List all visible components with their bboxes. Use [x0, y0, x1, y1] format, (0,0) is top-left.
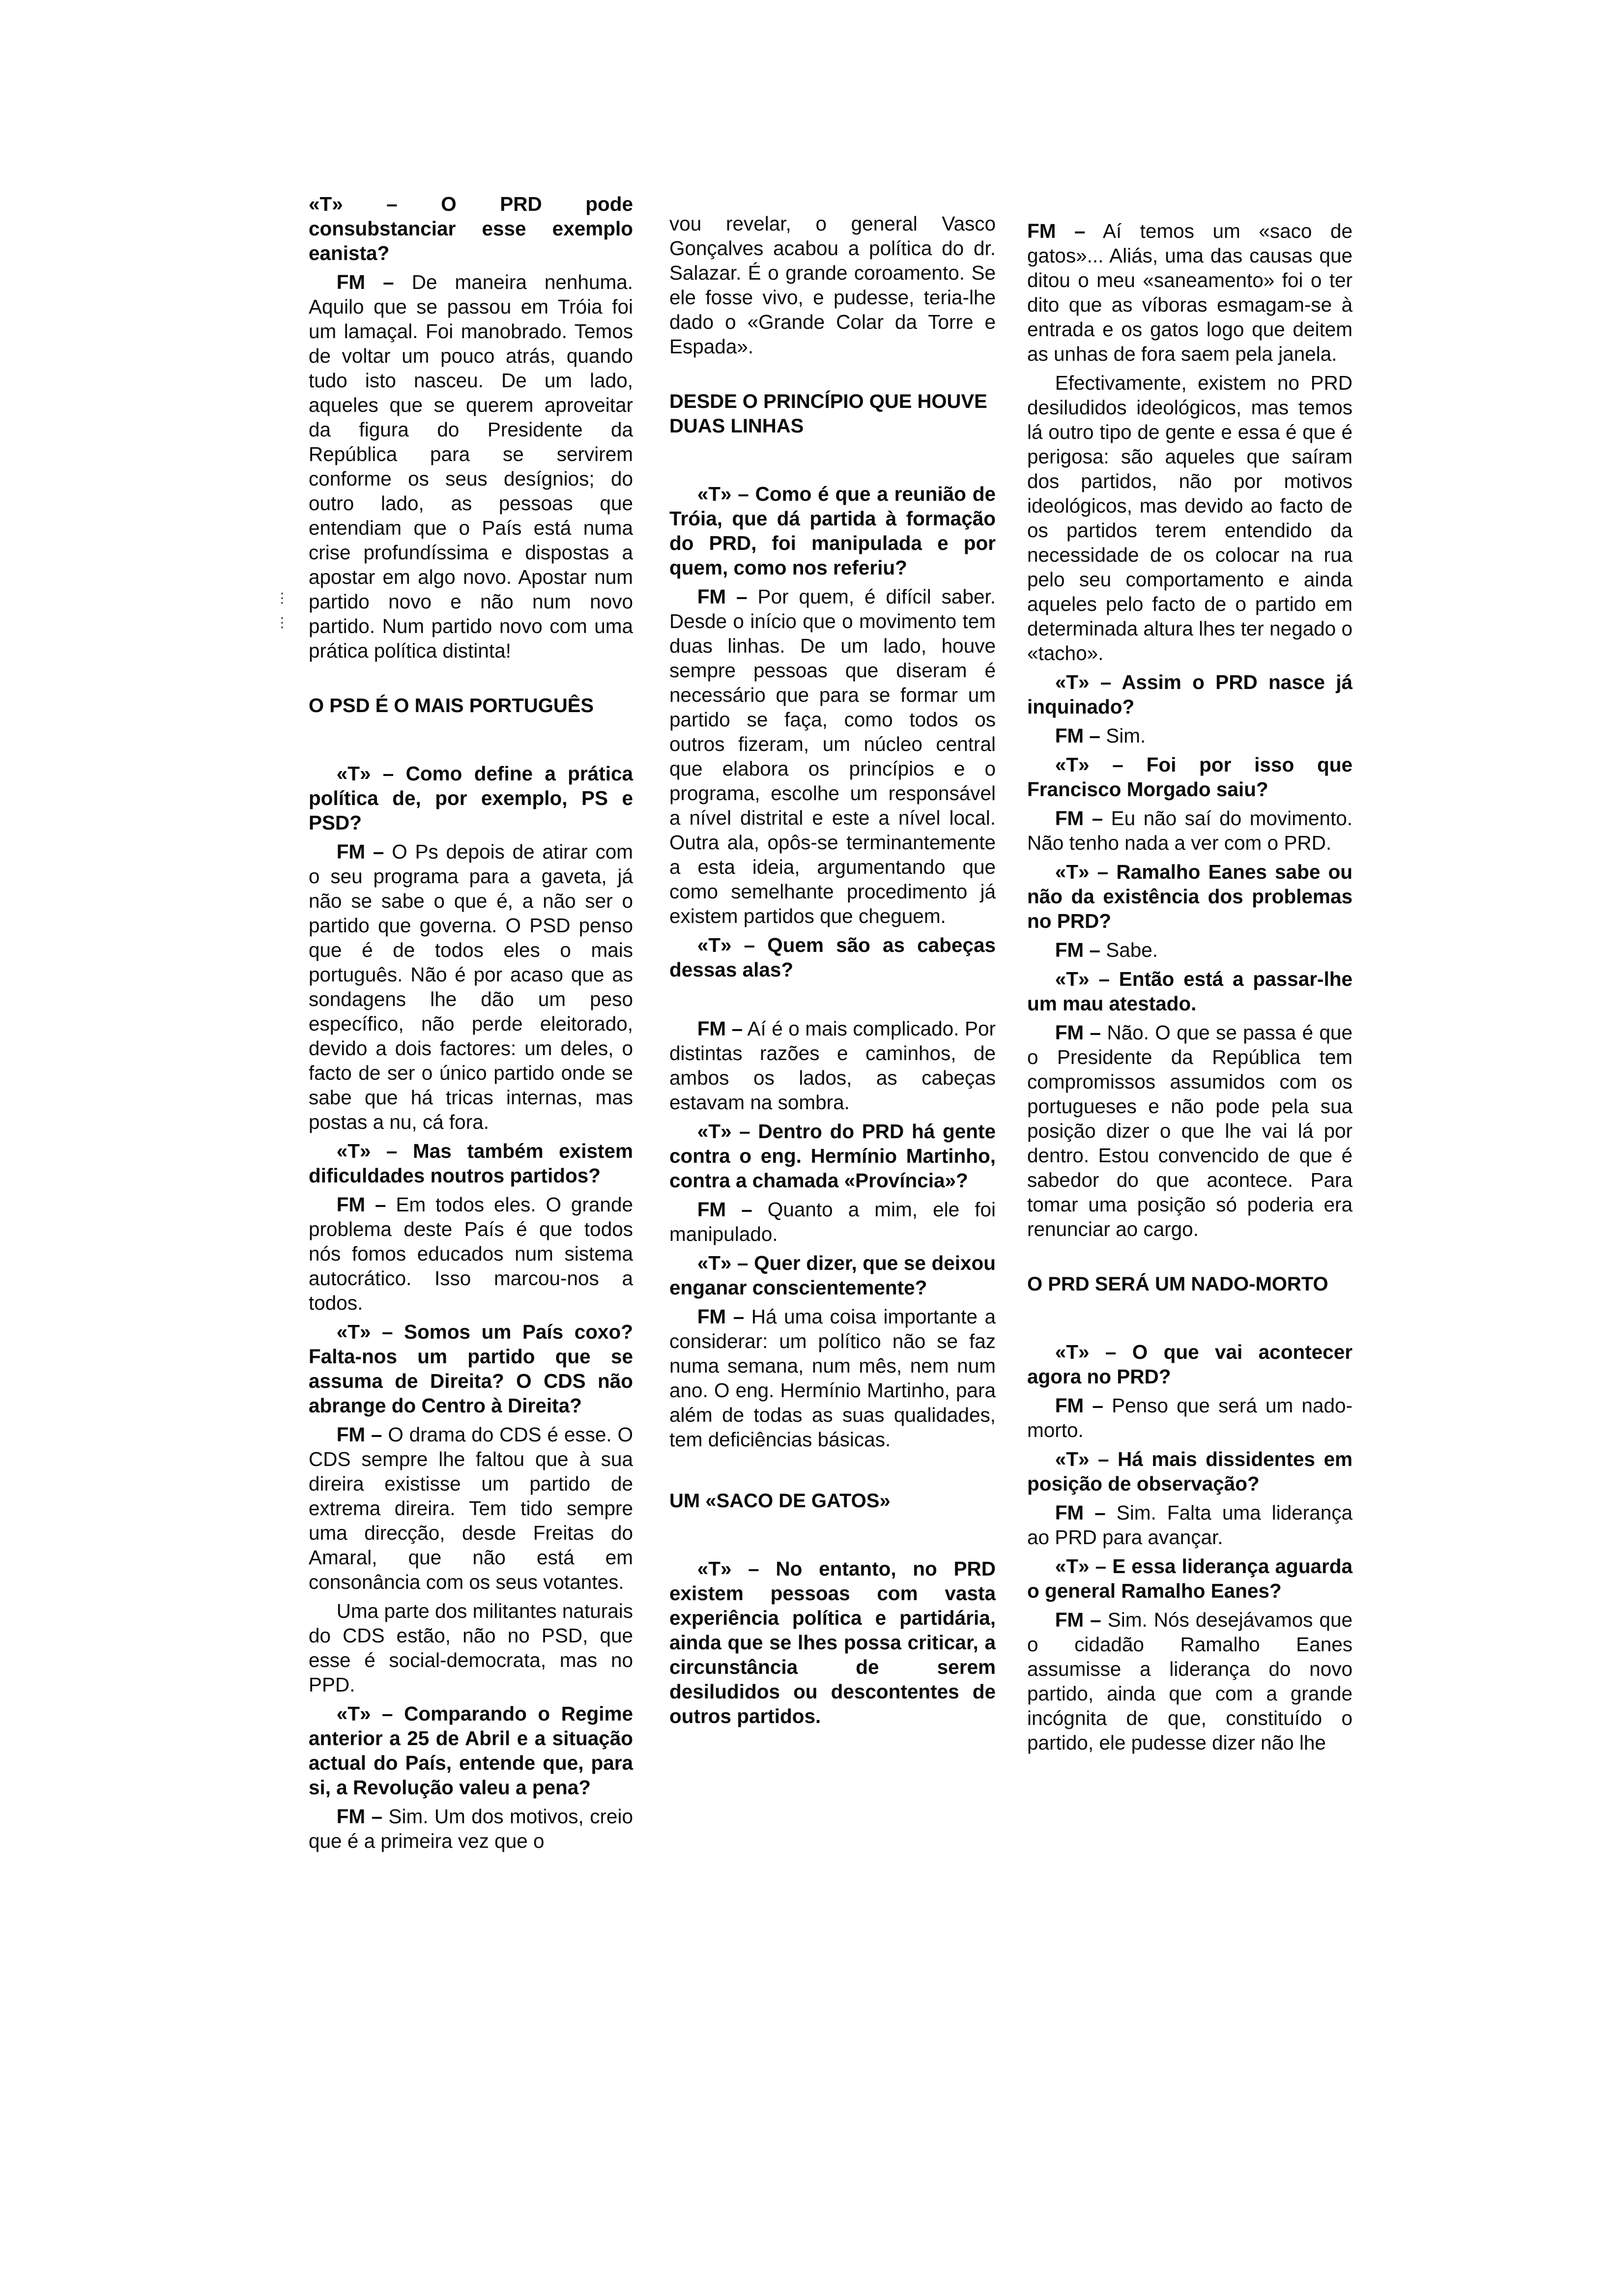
answer-text: Há uma coisa importante a considerar: um político não se faz numa semana, num mês, nem num ano. O eng. Hermínio Martinho, para além de todas as suas qualidades, tem deficiências básicas.	[669, 1305, 996, 1451]
interview-question: «T» – Comparando o Regime anterior a 25 de Abril e a situação actual do País, entende que, para si, a Revolução valeu a pena?	[309, 1702, 633, 1799]
interview-answer	[669, 1016, 996, 1115]
answer-text: O Ps depois de atirar com o seu programa para a gaveta, já não se sabe o que é, a não ser o partido que governa. O PSD penso que é de todos eles o mais português. Não é por acaso que as sondagens lhe dão um peso específico, não perde eleitorado, devido a dois factores: um deles, o facto de ser o único partido onde se sabe que há tricas internas, mas postas a nu, cá fora.	[309, 840, 633, 1133]
interview-answer	[309, 839, 633, 1134]
interview-question: «T» – Como é que a reunião de Tróia, que dá partida à formação do PRD, foi manipulada e por quem, como nos referiu?	[669, 483, 996, 579]
interview-question: «T» – Há mais dissidentes em posição de observação?	[1027, 1448, 1353, 1495]
speaker-label: FM –	[336, 1423, 382, 1446]
interview-answer	[1027, 1020, 1353, 1241]
interview-answer	[1027, 1393, 1353, 1442]
answer-text: Sim. Falta uma liderança ao PRD para avançar.	[1027, 1501, 1353, 1549]
column-1	[309, 192, 633, 1858]
speaker-label: FM –	[697, 1198, 752, 1221]
interview-question: «T» – Quer dizer, que se deixou enganar conscientemente?	[669, 1252, 996, 1299]
body-paragraph: Efectivamente, existem no PRD desiludidos ideológicos, mas temos lá outro tipo de gente e essa é que é perigosa: são aqueles que saíram dos partidos, não por motivos ideológicos, mas devido ao facto de os partidos terem entendido da necessidade de os colocar na rua pelo seu comportamento e ainda aqueles pelo facto de o partido em determinada altura lhes ter negado o «tacho».	[1027, 372, 1353, 664]
interview-question: «T» – Então está a passar-lhe um mau atestado.	[1027, 968, 1353, 1015]
section-heading: UM «SACO DE GATOS»	[669, 1490, 891, 1512]
interview-answer	[1027, 219, 1353, 366]
interview-answer	[669, 1197, 996, 1246]
speaker-label: FM –	[1055, 1501, 1106, 1524]
interview-answer	[1027, 1500, 1353, 1550]
speaker-label: FM –	[697, 585, 748, 608]
interview-question: «T» – Mas também existem dificuldades noutros partidos?	[309, 1140, 633, 1187]
interview-question: «T» – Quem são as cabeças dessas alas?	[669, 934, 996, 981]
body-paragraph: vou revelar, o general Vasco Gonçalves acabou a política do dr. Salazar. É o grande coroamento. Se ele fosse vivo, e pudesse, teria-lhe dado o «Grande Colar da Torre e Espada».	[669, 212, 996, 358]
interview-answer	[669, 584, 996, 928]
answer-text: Quanto a mim, ele foi manipulado.	[669, 1198, 996, 1245]
interview-answer	[669, 1304, 996, 1452]
body-paragraph: Uma parte dos militantes naturais do CDS estão, não no PSD, que esse é social-democrata, mas no PPD.	[309, 1600, 633, 1696]
speaker-label: FM –	[697, 1305, 745, 1328]
speaker-label: FM –	[1055, 939, 1100, 961]
speaker-label: FM –	[1027, 220, 1086, 242]
interview-question: «T» – Como define a prática política de, por exemplo, PS e PSD?	[309, 762, 633, 834]
speaker-label: FM –	[1055, 1394, 1103, 1417]
interview-question: «T» – Dentro do PRD há gente contra o eng. Hermínio Martinho, contra a chamada «Província»?	[669, 1120, 996, 1192]
interview-question: «T» – Somos um País coxo? Falta-nos um partido que se assuma de Direita? O CDS não abrange do Centro à Direita?	[309, 1320, 633, 1417]
answer-text: Sim.	[1100, 724, 1146, 747]
answer-text: Em todos eles. O grande problema deste País é que todos nós fomos educados num sistema autocrático. Isso marcou-nos a todos.	[309, 1193, 633, 1314]
interview-answer	[309, 270, 633, 663]
interview-answer	[1027, 1607, 1353, 1755]
margin-mark: ⋮	[275, 590, 289, 605]
answer-text: Aí é o mais complicado. Por distintas razões e caminhos, de ambos os lados, as cabeças estavam na sombra.	[669, 1017, 996, 1114]
interview-answer	[1027, 938, 1353, 962]
interview-answer	[309, 1192, 633, 1315]
interview-answer	[1027, 723, 1353, 748]
section-heading: O PRD SERÁ UM NADO-MORTO	[1027, 1273, 1328, 1295]
answer-text: Eu não saí do movimento. Não tenho nada a ver com o PRD.	[1027, 807, 1353, 854]
speaker-label: FM –	[336, 840, 384, 863]
interview-question: «T» – O PRD pode consubstanciar esse exemplo eanista?	[309, 193, 633, 264]
speaker-label: FM –	[336, 1193, 386, 1216]
answer-text: Sim. Um dos motivos, creio que é a primeira vez que o	[309, 1805, 633, 1852]
interview-answer	[309, 1804, 633, 1853]
answer-text: Aí temos um «saco de gatos»... Aliás, uma das causas que ditou o meu «saneamento» foi o ter dito que as víboras esmagam-se à entrada e os gatos logo que deitem as unhas de fora saem pela janela.	[1027, 220, 1353, 365]
column-2	[669, 211, 996, 1733]
speaker-label: FM –	[1055, 724, 1100, 747]
interview-answer	[1027, 806, 1353, 855]
interview-question: «T» – No entanto, no PRD existem pessoas com vasta experiência política e partidária, ainda que se lhes possa criticar, a circunstância de serem desiludidos ou descontentes de outros partidos.	[669, 1557, 996, 1727]
answer-text: Penso que será um nado-morto.	[1027, 1394, 1353, 1441]
speaker-label: FM –	[1055, 1021, 1101, 1044]
speaker-label: FM –	[1055, 807, 1103, 830]
answer-text: Não. O que se passa é que o Presidente da República tem compromissos assumidos com os portugueses e não pode pela sua posição dizer o que lhe vai lá por dentro. Estou convencido de que é sabedor do que acontece. Para tomar uma posição só poderia era renunciar ao cargo.	[1027, 1021, 1353, 1240]
speaker-label: FM –	[697, 1017, 743, 1040]
interview-question: «T» – E essa liderança aguarda o general Ramalho Eanes?	[1027, 1555, 1353, 1602]
speaker-label: FM –	[336, 1805, 383, 1828]
answer-text: Sim. Nós desejávamos que o cidadão Ramalho Eanes assumisse a liderança do novo partido, ainda que com a grande incógnita de que, constituído o partido, ele pudesse dizer não lhe	[1027, 1608, 1353, 1754]
interview-question: «T» – Ramalho Eanes sabe ou não da existência dos problemas no PRD?	[1027, 861, 1353, 932]
interview-question: «T» – O que vai acontecer agora no PRD?	[1027, 1341, 1353, 1388]
column-3	[1027, 219, 1353, 1759]
speaker-label: FM –	[1055, 1608, 1101, 1631]
speaker-label: FM –	[336, 271, 394, 293]
margin-mark: ⋮	[275, 615, 289, 630]
interview-answer	[309, 1422, 633, 1594]
interview-question: «T» – Assim o PRD nasce já inquinado?	[1027, 671, 1353, 718]
answer-text: O drama do CDS é esse. O CDS sempre lhe faltou que à sua direira existisse um partido de extrema direira. Tem tido sempre uma direcção, desde Freitas do Amaral, que não está em consonância com os seus votantes.	[309, 1423, 633, 1593]
answer-text: De maneira nenhuma. Aquilo que se passou em Tróia foi um lamaçal. Foi manobrado. Temos de voltar um pouco atrás, quando tudo isto nasceu. De um lado, aqueles que se querem aproveitar da figura do Presidente da República para se servirem conforme os seus desígnios; do outro lado, as pessoas que entendiam que o País está numa crise profundíssima e dispostas a apostar em algo novo. Apostar num partido novo e não num novo partido. Num partido novo com uma prática política distinta!	[309, 271, 633, 662]
interview-question: «T» – Foi por isso que Francisco Morgado saiu?	[1027, 753, 1353, 801]
section-heading: O PSD É O MAIS PORTUGUÊS	[309, 695, 594, 717]
section-heading: DESDE O PRINCÍPIO QUE HOUVE DUAS LINHAS	[669, 391, 987, 437]
answer-text: Sabe.	[1100, 939, 1158, 961]
answer-text: Por quem, é difícil saber. Desde o início que o movimento tem duas linhas. De um lado, houve sempre pessoas que diseram é necessário que para se formar um partido se faça, como todos os outros fizeram, um núcleo central que elabora os princípios e o programa, escolhe um responsável a nível distrital e este a nível local. Outra ala, opôs-se terminantemente a esta ideia, argumentando que como semelhante procedimento já existem partidos que cheguem.	[669, 585, 996, 927]
